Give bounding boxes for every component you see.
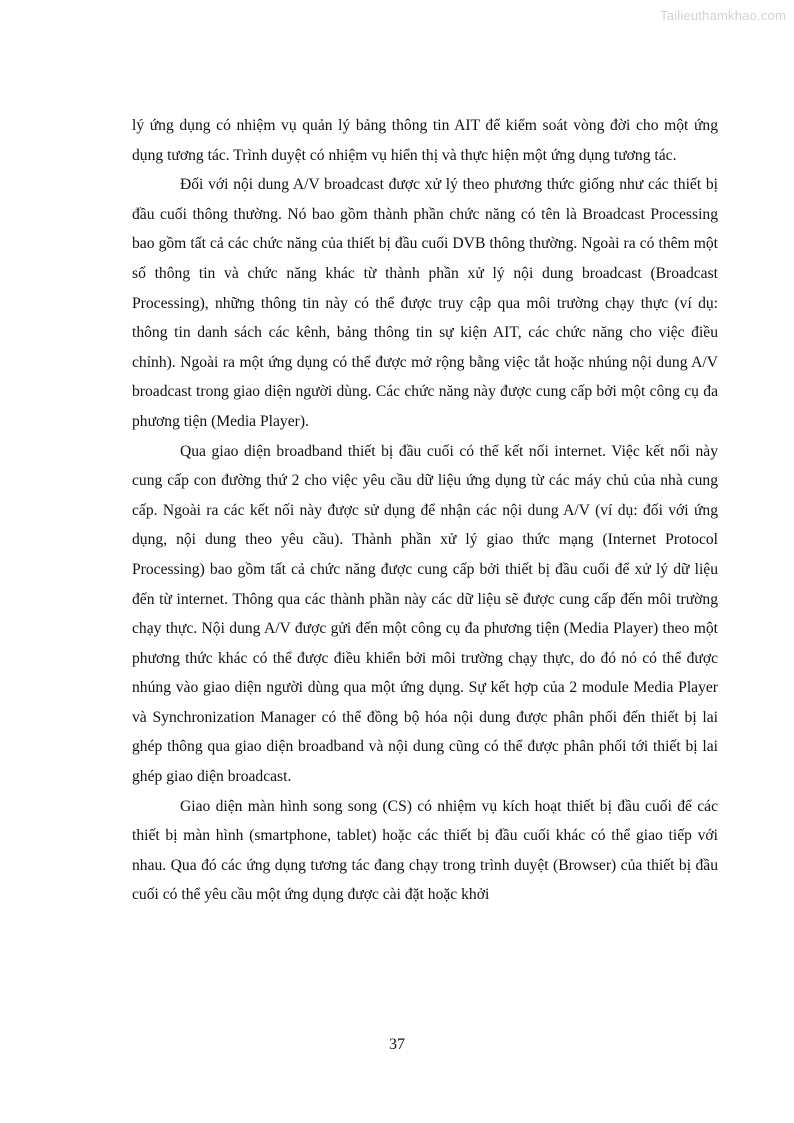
page-number: 37 <box>389 1036 405 1053</box>
paragraph-companion-screen: Giao diện màn hình song song (CS) có nhiệm vụ kích hoạt thiết bị đầu cuối để các thiết bị màn hình (smartphone, tablet) hoặc các thiết bị đầu cuối khác có thể giao tiếp với nhau. Qua đó các ứng dụng tương tác đang chạy trong trình duyệt (Browser) của thiết bị đầu cuối có thể yêu cầu một ứng dụng được cài đặt hoặc khởi <box>132 797 718 904</box>
watermark-text: Tailieuthamkhao.com <box>660 8 786 23</box>
paragraph-continuation: lý ứng dụng có nhiệm vụ quản lý bảng thông tin AIT để kiểm soát vòng đời cho một ứng dụng tương tác. Trình duyệt có nhiệm vụ hiển thị và thực hiện một ứng dụng tương tác. <box>132 117 718 164</box>
paragraph-broadcast: Đối với nội dung A/V broadcast được xử lý theo phương thức giống như các thiết bị đầu cuối thông thường. Nó bao gồm thành phần chức năng có tên là Broadcast Processing bao gồm tất cả các chức năng của thiết bị đầu cuối DVB thông thường. Ngoài ra có thêm một số thông tin và chức năng khác từ thành phần xử lý nội dung broadcast (Broadcast Processing), những thông tin này có thể được truy cập qua môi trường chạy thực (ví dụ: thông tin danh sách các kênh, bảng thông tin sự kiện AIT, các chức năng cho việc điều chỉnh). Ngoài ra một ứng dụng có thể được mở rộng bằng việc tắt hoặc nhúng nội dung A/V broadcast trong giao diện người dùng. Các chức năng này được cung cấp bởi một công cụ đa phương tiện (Media Player). <box>132 176 718 430</box>
document-body <box>132 111 718 910</box>
paragraph-broadband: Qua giao diện broadband thiết bị đầu cuối có thể kết nối internet. Việc kết nối này cung cấp con đường thứ 2 cho việc yêu cầu dữ liệu ứng dụng từ các máy chủ của nhà cung cấp. Ngoài ra các kết nối này được sử dụng để nhận các nội dung A/V (ví dụ: đối với ứng dụng, nội dung theo yêu cầu). Thành phần xử lý giao thức mạng (Internet Protocol Processing) bao gồm tất cả chức năng được cung cấp bởi thiết bị đầu cuối để xử lý dữ liệu đến từ internet. Thông qua các thành phần này các dữ liệu sẽ được cung cấp đến môi trường chạy thực. Nội dung A/V được gửi đến một công cụ đa phương tiện (Media Player) theo một phương thức khác có thể được điều khiển bởi môi trường chạy thực, do đó nó có thể được nhúng vào giao diện người dùng qua một ứng dụng. Sự kết hợp của 2 module Media Player và Synchronization Manager có thể đồng bộ hóa nội dung được phân phối đến thiết bị lai ghép thông qua giao diện broadband và nội dung cũng có thể được phân phối tới thiết bị lai ghép giao diện broadcast. <box>132 442 718 786</box>
